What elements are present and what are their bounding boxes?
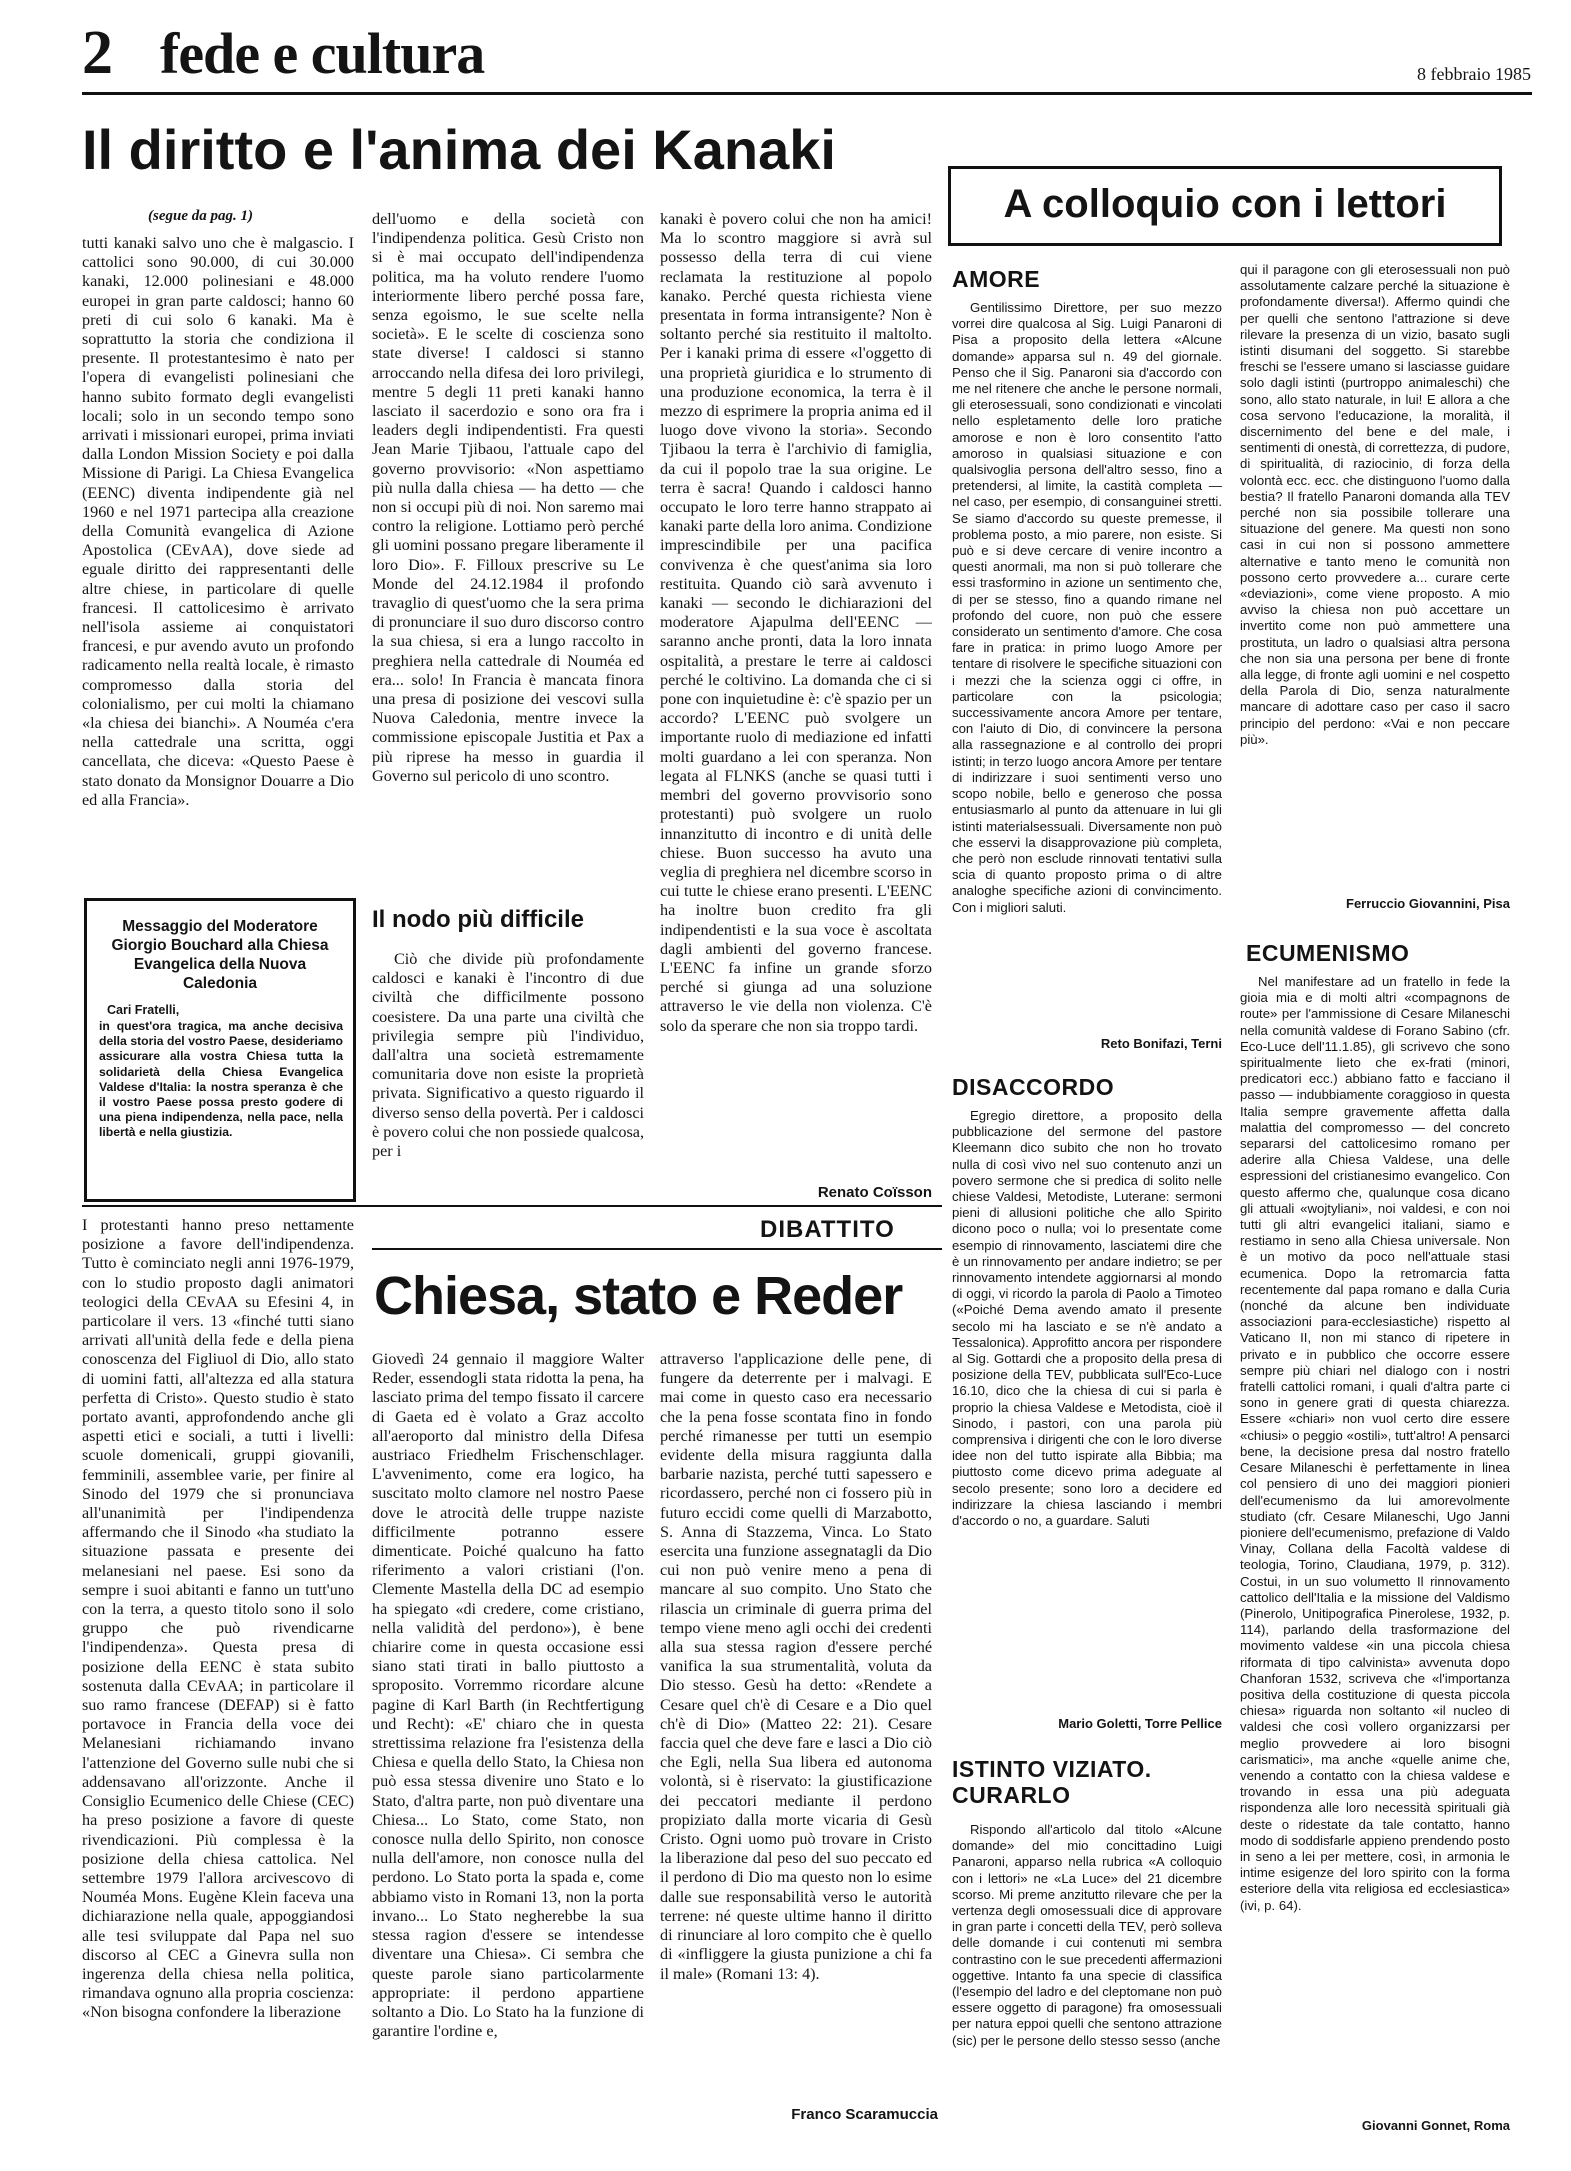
article2-rule bbox=[372, 1248, 942, 1250]
amore-signature: Reto Bonifazi, Terni bbox=[1100, 1036, 1222, 1051]
article1-col1b-text: I protestanti hanno preso nettamente posizione a favore dell'indipendenza. Tutto è cominciato negli anni 1976-1979, con lo studio proposto dagli animatori teologici della CEvAA su Efesini 4, in particolare il vers. 13 «finché tutti siano arrivati all'unità della fede e della piena conoscenza del Figliuol di Dio, allo stato di uomini fatti, all'altezza ed alla statura perfetta di Cristo». Questo studio è stato portato avanti, approfondendo anche gli aspetti etici e sociali, a tutti i livelli: scuole domenicali, gruppi giovanili, femminili, assemblee varie, per finire al Sinodo del 1979 che si pronunciava all'unanimità per l'indipendenza affermando che il Sinodo «ha studiato la situazione passata e presente dei melanesiani nel paese. Esi sono da sempre i suoi abitanti e fanno un tutt'uno con la terra, a questo titolo sono il solo gruppo che può rivendicarne l'indipendenza». Questa presa di posizione della EENC è stata subito sostenuta dalla CEvAA; in particolare il suo ramo francese (DEFAP) si è fatto portavoce in Francia della voce dei Melanesiani richiamando invano l'attenzione del Governo sulle nubi che si addensavano all'orizzonte. Anche il Consiglio Ecumenico delle Chiese (CEC) ha preso posizione a favore di queste rivendicazioni. Più complessa è la posizione della chiesa cattolica. Nel settembre 1979 l'allora arcivescovo di Nouméa Mons. Eugène Klein faceva una dichiarazione nella quale, appoggiandosi alle tesi sviluppate dal Papa nel suo discorso al CEC a Ginevra sulla non ingerenza della chiesa nella politica, rimandava ognuno alla propria coscienza: «Non bisogna confondere la liberazione bbox=[82, 1216, 354, 2022]
section-title: fede e cultura bbox=[160, 21, 485, 86]
article1-column-1 bbox=[82, 234, 354, 870]
article1-col1-text: tutti kanaki salvo uno che è malgascio. I cattolici sono 90.000, di cui 30.000 kanaki, 12.000 polinesiani e 48.000 europei in gran parte caldosci; hanno 60 preti di cui solo 6 kanaki. Ma è soprattutto la storia che condiziona il presente. Il protestantesimo è nato per l'opera di evangelisti polinesiani che hanno subito formato degli evangelisti locali; solo in un secondo tempo sono arrivati i missionari europei, prima inviati dalla London Mission Society e poi dalla Missione di Parigi. La Chiesa Evangelica (EENC) diventa indipendente già nel 1960 e nel 1971 partecipa alla creazione della Comunità evangelica di Azione Apostolica (CEvAA), dove siede ad eguale diritto dei rappresentanti delle altre chiese, in particolare di quelle francesi. Il cattolicesimo è arrivato nell'isola assieme ai conquistatori francesi, e pur avendo avuto un profondo radicamento nella realtà locale, è rimasto compromesso dalla storia del colonialismo, per cui molti la chiamano «la chiesa dei bianchi». A Nouméa c'era nella cattedrale una scritta, oggi cancellata, che diceva: «Questo Paese è stato donato da Monsignor Douarre a Dio ed alla Francia». bbox=[82, 234, 354, 809]
article2-title: Chiesa, stato e Reder bbox=[374, 1266, 903, 1326]
message-box-body: in quest'ora tragica, ma anche decisiva della storia del vostro Paese, desideriamo assicurare alla vostra Chiesa tutta la solidarietà della Chiesa Evangelica Valdese d'Italia: la nostra speranza è che il vostro Paese possa presto godere di una piena indipendenza, nella pace, nella libertà e nella giustizia. bbox=[99, 1019, 343, 1140]
article2-column-1 bbox=[372, 1350, 644, 2140]
article1-column-2 bbox=[372, 210, 644, 886]
letters-title: A colloquio con i lettori bbox=[1003, 182, 1447, 226]
article2-col1-text: Giovedì 24 gennaio il maggiore Walter Reder, essendogli stata ridotta la pena, ha lasciato prima del tempo fissato il carcere di Gaeta ed è volato a Graz accolto all'aeroporto dal ministro della Difesa austriaco Friedhelm Frischenschlager. L'avvenimento, come era logico, ha suscitato molto clamore nel nostro Paese dove le atrocità delle truppe naziste difficilmente potranno essere dimenticate. Poiché qualcuno ha fatto riferimento a valori cristiani (l'on. Clemente Mastella della DC ad esempio ha spiegato «di credere, come cristiano, nella validità del perdono»), è bene chiarire come in questa occasione essi siano stati tirati in ballo piuttosto a sproposito. Vorremmo ricordare alcune pagine di Karl Barth (in Rechtfertigung und Recht): «E' chiaro che in questa strettissima relazione fra l'esistenza della Chiesa e quella dello Stato, la Chiesa non può essa stessa divenire uno Stato e lo Stato, d'altra parte, non può diventare una Chiesa... Lo Stato, come Stato, non conosce nulla dello Spirito, non conosce nulla dell'amore, non conosce nulla del perdono. Lo Stato porta la spada e, come abbiamo visto in Romani 13, non la porta invano... Lo Stato negherebbe la sua stessa ragion d'essere se intendesse diventare una Chiesa». Ci sembra che queste parole siano particolarmente appropriate: il perdono appartiene soltanto a Dio. Lo Stato ha la funzione di garantire l'ordine e, bbox=[372, 1350, 644, 2041]
article1-subhead: Il nodo più difficile bbox=[372, 906, 584, 933]
issue-date: 8 febbraio 1985 bbox=[1417, 64, 1531, 84]
istinto-body: Rispondo all'articolo dal titolo «Alcune domande» del mio concittadino Luigi Panaroni, apparso nella rubrica «A colloquio con i lettori» ne «La Luce» del 21 dicembre scorso. Mi preme anzitutto rilevare che per la vertenza degli omosessuali dice di approvare in gran parte i concetti della TEV, però solleva delle domande i cui contenuti mi sembra contrastino con le sue precedenti affermazioni oggettive. Intanto fa una specie di classifica (l'esempio del ladro e del cleptomane non può essere oggetto di paragone) fra omosessuali per natura eppoi quelli che sentono attrazione (sic) per le persone dello stesso sesso (anche bbox=[952, 1822, 1222, 2048]
ecumenismo-body: Nel manifestare ad un fratello in fede la gioia mia e di molti altri «compagnons de route» per l'ammissione di Cesare Milaneschi nella comunità valdese di Forano Sabino (cfr. Eco-Luce dell'11.1.85), gli scrivevo che sono spiritualmente lieto che ex-frati (minori, predicatori ecc.) abbiano fatto e facciano il passo — indubbiamente coraggioso in questa Italia sempre gravemente affetta dalla malattia del compromesso — del concreto separarsi del cattolicesimo romano per aderire alla Chiesa Valdese, una delle espressioni del cristianesimo evangelico. Con questo affermo che, qualunque cosa dicano gli attuali «wojtyliani», noi valdesi, e con noi tutti gli altri evangelici italiani, siamo e restiamo in seno alla Chiesa universale. Non è un motivo da poco nell'attuale stasi ecumenica. Dopo la retromarcia fatta recentemente dal papa romano e dalla Curia (nonché da alcune ben individuate associazioni para-ecclesiastiche) rispetto al Vaticano II, non mi stanco di ripetere in privato e in pubblico che occorre essere sempre più chiari nel dialogo con i nostri fratelli cattolici romani, i quali d'altra parte ci sono in genere grati di questa chiarezza. Essere «chiari» non vuol certo dire essere «chiusi» o peggio «ostili», tutt'altro! A pensarci bene, la decisione presa dal nostro fratello Cesare Milaneschi è perfettamente in linea col pensiero di uno dei maggiori pionieri dell'ecumenismo da lui amorevolmente studiato (cfr. Cesare Milaneschi, Ugo Janni pioniere dell'ecumenismo, prefazione di Valdo Vinay, Collana della Facoltà valdese di teologia, Torino, Claudiana, 1979, p. 312). Costui, in un suo volumetto Il rinnovamento cattolico dell'Italia e la missione del Valdismo (Pinerolo, Unitipografica Pinerolese, 1932, p. 114), parlando della trasformazione del movimento valdese «in una piccola chiesa riformata di tipo calvinista» avvenuta dopo Chanforan 1532, scriveva che «l'importanza positiva della costituzione di questa piccola chiesa» riguarda non soltanto «il nucleo di valdesi che così vollero organizzarsi per meglio provvedere ai loro bisogni carismatici», ma anche «quelle anime che, venendo a contatto con la chiesa valdese e trovando in essa una più adeguata rispondenza alle loro necessità spirituali già deste o ridestate da tale contatto, hanno modo di soddisfarle appieno prendendo posto in seno a lei per mettere, così, in armonia le intime esigenze del loro spirito con la forma esteriore della vita religiosa ed ecclesiastica» (ivi, p. 64). bbox=[1240, 974, 1510, 1913]
page-number: 2 bbox=[82, 19, 113, 87]
article1-col2b-text: Ciò che divide più profondamente caldosci e kanaki è l'incontro di due civiltà che difficilmente possono coesistere. Da una parte una civiltà che privilegia sempre più l'individuo, dall'altra una società estremamente comunitaria dove non esiste la proprietà privata. Significativo a questo riguardo il diverso senso della povertà. Per i caldosci è povero colui che non possiede qualcosa, per i bbox=[372, 950, 644, 1161]
istinto-body-2: qui il paragone con gli eterosessuali non può assolutamente calzare perché la situazione è profondamente diversa!). Affermo quindi che per quelli che sentono l'attrazione si deve rilevare la presenza di un vizio, basato sugli istinti disumani del soggetto. Si starebbe freschi se l'essere umano si lasciasse guidare solo dagli istinti (purtroppo animaleschi) che sono, allo stato naturale, in lui! E allora a che cosa servono l'educazione, la moralità, il discernimento del bene e del male, i sentimenti di onestà, di correttezza, di pudore, di spiritualità, di raziocinio, di forza della volontà ecc. ecc. che distinguono l'uomo dalla bestia? Il fratello Panaroni domanda alla TEV perché non sia possibile tollerare una situazione del genere. Ma questi non sono casi in cui non si possono ammettere alternative e tanto meno le comunità non possono certo provvedere a... curare certe «deviazioni», come viene proposto. A mio avviso la chiesa non può accettare un invertito come non può ammettere una prostituta, un ladro o qualsiasi altra persona che non sia una persona per bene di fronte alla legge, di fronte agli uomini e nel cospetto della Parola di Dio, senza naturalmente mancare di adottare caso per caso il sacro principio del perdono: «Vai e non peccare più». bbox=[1240, 262, 1510, 747]
message-box-greeting: Cari Fratelli, bbox=[107, 1003, 180, 1017]
article-title: Il diritto e l'anima dei Kanaki bbox=[82, 118, 836, 181]
message-box-title: Messaggio del Moderatore Giorgio Bouchard alla Chiesa Evangelica della Nuova Caledonia bbox=[111, 918, 329, 992]
message-box bbox=[84, 898, 356, 1202]
article2-col2-text: attraverso l'applicazione delle pene, di fungere da deterrente per i malvagi. E mai come in questo caso era necessario che la pena fosse scontata fino in fondo perché rimanesse per tutti un esempio evidente della misura raggiunta dalla barbarie nazista, perché tutti sapessero e ricordassero, perché non ci fossero più in futuro eccidi come quelli di Marzabotto, S. Anna di Stazzema, Vinca. Lo Stato esercita una funzione assegnatagli da Dio cui non può venire meno a pena di mancare al suo compito. Uno Stato che rilascia un criminale di guerra prima del tempo viene meno agli occhi dei credenti alla sua stessa ragion d'essere perché vanifica la sua strumentalità, voluta da Dio stesso. Gesù ha detto: «Rendete a Cesare quel ch'è di Cesare e a Dio quel ch'è di Dio» (Matteo 22: 21). Cesare faccia quel che deve fare e lasci a Dio ciò che Egli, nella Sua libera ed autonoma volontà, si è riservato: la giustificazione dei peccatori mediante il perdono propiziato dalla morte vicaria di Gesù Cristo. Ogni uomo può trovare in Cristo la liberazione dal peso del suo peccato ed il perdono di Dio ma questo non lo esime dalle sue responsabilità verso le autorità terrene: né queste ultime hanno il diritto di rinunciare al loro compito che è quello di «infliggere la giusta punizione a chi fa il male» (Romani 13: 4). bbox=[660, 1350, 932, 1983]
amore-body: Gentilissimo Direttore, per suo mezzo vorrei dire qualcosa al Sig. Luigi Panaroni di Pisa a proposito della lettera «Alcune domande» apparsa sul n. 49 del giornale. Penso che il Sig. Panaroni sia d'accordo con me nel ritenere che anche le persone normali, gli eterosessuali, sono condizionati e vincolati nello espletamento delle loro pratiche amorose e non è loro consentito l'atto amoroso in qualsiasi situazione e con qualsivoglia persona dell'altro sesso, fino a pretendersi, al limite, la castità completa — nel caso, per esempio, di consanguinei stretti. Se siamo d'accordo su queste premesse, il problema posto, a mio parere, non esiste. Si può e si deve cercare di venire incontro a questi anormali, ma non si può tollerare che essi trasformino in azione un sentimento che, di per se stesso, fino a quando rimane nel profondo del cuore, non può che essere considerato un sentimento d'amore. Che cosa fare in pratica: in primo luogo Amore per tentare di risolvere le specifiche situazioni con i mezzi che la scienza oggi ci offre, in particolare con la psicologia; successivamente ancora Amore per tentare, con l'aiuto di Dio, di convincere la persona alla rassegnazione e al controllo dei propri istinti; in terzo luogo ancora Amore per tentare di indirizzare i suoi sentimenti verso uno scopo nobile, bello e generoso che possa entusiasmarlo al punto da attenuare in lui gli istinti materialsessuali. Diversamente non può che esservi la disapprovazione più completa, che però non esclude rinnovati tentativi sulla scia di quanto proposto prima o di altre analoghe specifiche azioni di convincimento. Con i migliori saluti. bbox=[952, 300, 1222, 915]
article1-column-1b bbox=[82, 1216, 354, 2136]
article1-column-2b bbox=[372, 950, 644, 1200]
letters-title-box bbox=[948, 166, 1502, 246]
ecumenismo-heading: ECUMENISMO bbox=[1246, 940, 1410, 966]
istinto-letter bbox=[952, 1822, 1222, 2144]
disaccordo-signature: Mario Goletti, Torre Pellice bbox=[1058, 1716, 1222, 1731]
amore-heading: AMORE bbox=[952, 266, 1041, 292]
disaccordo-letter bbox=[952, 1108, 1222, 1712]
ecumenismo-letter bbox=[1240, 974, 1510, 2112]
article1-column-3 bbox=[660, 210, 932, 1186]
amore-letter bbox=[952, 300, 1222, 1032]
istinto-letter-cont bbox=[1240, 262, 1510, 890]
article1-col2-text: dell'uomo e della società con l'indipendenza politica. Gesù Cristo non si è mai occupato dell'indipendenza politica, ma ha voluto rendere l'uomo interiormente libero perché possa fare, senza egoismo, le sue scelte nella società». E le scelte di coscienza sono state diverse! I caldosci si stanno arroccando nella difesa dei loro privilegi, mentre 5 degli 11 preti kanaki hanno lasciato il sacerdozio e sono ora fra i leaders degli indipendentisti. Fra questi Jean Marie Tjibaou, l'attuale capo del governo provvisorio: «Non aspettiamo più nulla dalla chiesa — ha detto — che non si occupi più di noi. Non saremo mai contro la religione. Lottiamo però perché gli uomini possano pregare liberamente il loro Dio». F. Filloux prescrive su Le Monde del 24.12.1984 il profondo travaglio di quest'uomo che la sera prima di pronunciare il suo duro discorso contro la sua chiesa, si era a lungo raccolto in preghiera nella cattedrale di Nouméa ed era... solo! In Francia è mancata finora una presa di posizione dei vescovi sulla Nuova Caledonia, mentre invece la commissione episcopale Justitia et Pax a più riprese ha messo in guardia il Governo sul pericolo di uno scontro. bbox=[372, 210, 644, 785]
istinto-heading: ISTINTO VIZIATO. CURARLO bbox=[952, 1756, 1152, 1808]
article1-author: Renato Coïsson bbox=[817, 1184, 932, 1201]
article-separator bbox=[82, 1205, 942, 1207]
article2-kicker: DIBATTITO bbox=[760, 1216, 895, 1243]
article1-col3-text: kanaki è povero colui che non ha amici! Ma lo scontro maggiore si avrà sul possesso della terra di cui viene reclamata la restituzione al popolo kanako. Perché questa richiesta viene presentata in forma intransigente? Non è soltanto perché sia restituito il maltolto. Per i kanaki prima di essere «l'oggetto di una proprietà giuridica e lo strumento di una produzione economica, la terra è il mezzo di esprimere la propria anima ed il luogo dove vivono la storia». Secondo Tjibaou la terra è l'archivio di famiglia, da cui il popolo trae la sua origine. Le terra è sacra! Quando i caldosci hanno occupato le loro terre hanno strappato ai kanaki parte della loro anima. Condizione imprescindibile per una pacifica convivenza è che quest'anima sia loro restituita. Quando ciò sarà avvenuto i kanaki — secondo le dichiarazioni del moderatore Ajapulma dell'EENC — saranno anche pronti, data la loro innata ospitalità, a prestare le terre ai caldosci perché le coltivino. La domanda che ci si pone con inquietudine è: c'è spazio per un accordo? L'EENC può svolgere un importante ruolo di mediazione ed infatti molti guardano a lei con speranza. Non legata al FLNKS (anche se quasi tutti i membri del governo provvisorio sono protestanti) può svolgere un ruolo innanzitutto di incontro e di unità delle chiese. Buon successo ha avuto una veglia di preghiera nel dicembre scorso in cui tutte le chiese erano presenti. L'EENC ha inoltre buon credito fra gli indipendentisti e la sua voce è ascoltata dagli ambienti del governo francese. L'EENC fa infine un grande sforzo perché si giunga ad una soluzione attraverso le vie della non violenza. C'è solo da sperare che non sia troppo tardi. bbox=[660, 210, 932, 1035]
disaccordo-heading: DISACCORDO bbox=[952, 1074, 1115, 1100]
disaccordo-body: Egregio direttore, a proposito della pubblicazione del sermone del pastore Kleemann dico subito che non ho trovato nulla di così vivo nel suo contenuto anzi un povero sermone che si predica di solito nelle chiese Valdesi, Metodiste, Luterane: sermoni pieni di allusioni politiche che allo Spirito dicono poco o nulla; voi lo presentate come esempio di rinnovamento, lasciatemi dire che è un rinnovamento per andare indietro; se per rinnovamento intendete aggiornarsi al mondo di oggi, vi ricordo la parola di Paolo a Timoteo («Poiché Dema avendo amato il presente secolo mi ha lasciato e se n'è andato a Tessalonica). Approfitto ancora per rispondere al Sig. Gottardi che a proposito della presa di posizione della TEV, pubblicata sull'Eco-Luce 16.10, dico che la chiesa di cui si parla è proprio la chiesa Valdese e Metodista, cioè il Sinodo, i pastori, con una parola più comprensiva i dirigenti che con le loro diverse idee non del tutto ispirate alla Bibbia; ma piuttosto come dicevo prima adeguate al secolo presente; sono loro a decidere ed indirizzare la chiesa lasciando i membri d'accordo o no, a guardare. Saluti bbox=[952, 1108, 1222, 1529]
segue-note: (segue da pag. 1) bbox=[148, 208, 253, 224]
masthead-rule bbox=[82, 92, 1532, 95]
article2-column-2 bbox=[660, 1350, 932, 2102]
istinto-signature: Ferruccio Giovannini, Pisa bbox=[1346, 896, 1510, 911]
article2-author: Franco Scaramuccia bbox=[791, 2106, 938, 2123]
ecumenismo-signature: Giovanni Gonnet, Roma bbox=[1361, 2118, 1510, 2133]
